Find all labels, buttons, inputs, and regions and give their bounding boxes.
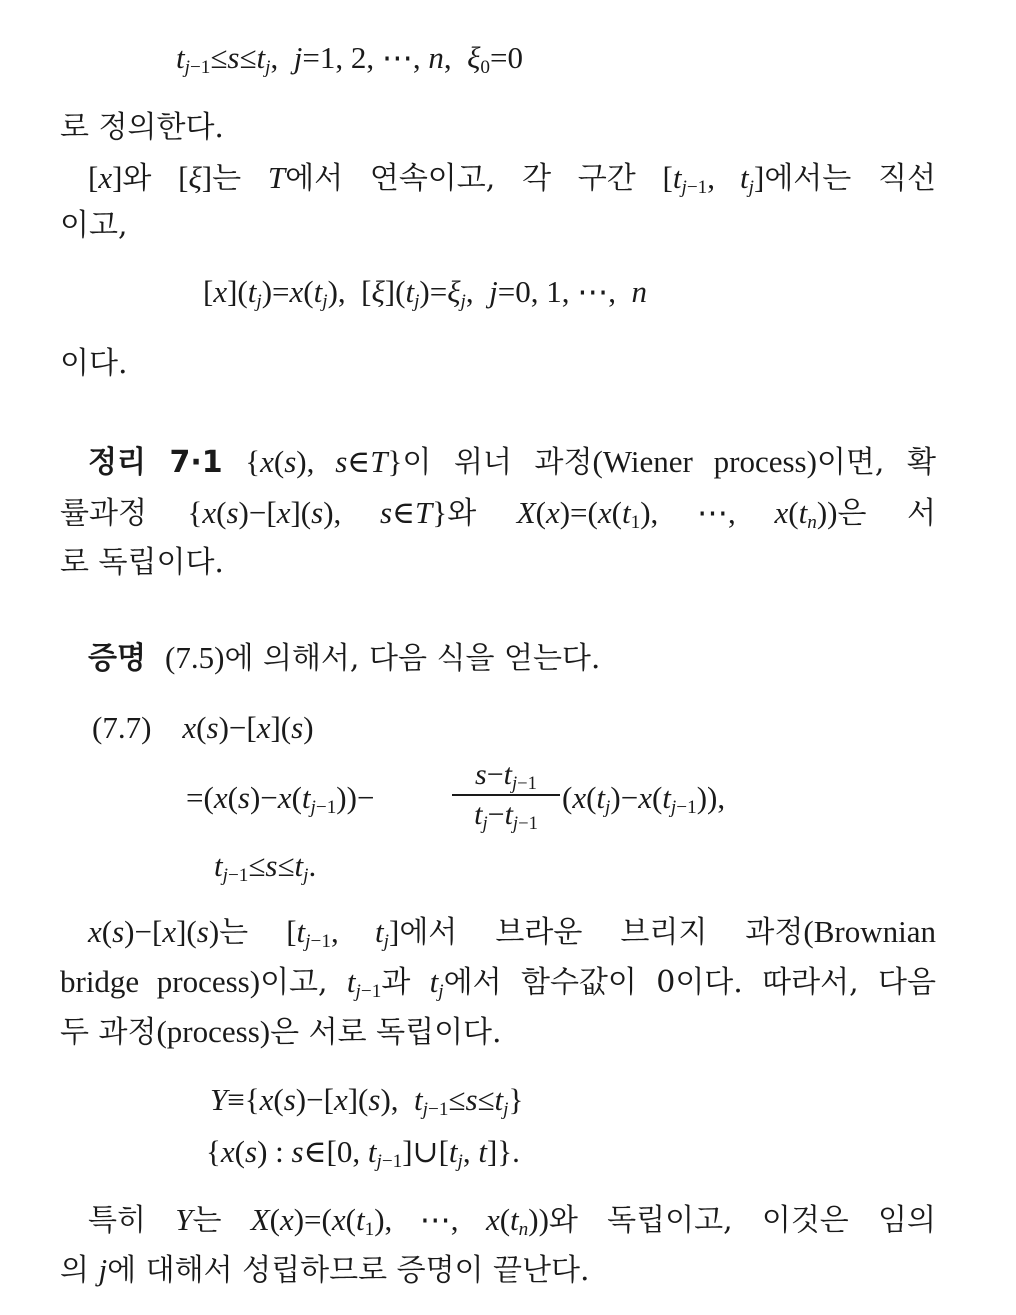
equation-brackets: $[x](t_j)=x(t_j)$, $[\xi](t_j)=\xi_j$, j=0, 1, ⋯, n — [203, 274, 647, 312]
process-complement: {x(s) : s∈[0, $t_{j-1}]\cup[t_j$, t]}. — [206, 1134, 520, 1172]
fraction — [452, 758, 560, 832]
equation-number: (7.7) — [92, 710, 152, 745]
process-y-definition: Y≡{x(s)−[x](s), $t_{j-1}\le s\le t_j$} — [210, 1082, 524, 1120]
equation-77-line-1: (7.7) x(s)−[x](s) — [92, 710, 314, 745]
text-brownian-bridge-2: bridge process)이고, $t_{j-1}$과 $t_j$에서 함수값이 0이다. 따라서, 다음 — [60, 964, 936, 1002]
text-igo: 이고, — [60, 208, 128, 243]
theorem-line-3: 로 독립이다. — [60, 545, 224, 580]
fraction-denominator: $t_j-t_{j-1}$ — [474, 798, 538, 834]
equation-77-line-2b: $(x(t_j)-x(t_{j-1}))$, — [562, 780, 726, 818]
equation-77-line-2a: $=(x(s)-x(t_{j-1}))-$ — [186, 780, 375, 818]
theorem-line-1: 정리 7·1 {x(s), s∈T}이 위너 과정(Wiener process)이면, 확 — [88, 444, 937, 480]
conclusion-line-2: 의 j에 대해서 성립하므로 증명이 끝난다. — [60, 1252, 590, 1288]
text-two-processes: 두 과정(process)은 서로 독립이다. — [60, 1014, 502, 1050]
theorem-label: 정리 7·1 — [88, 445, 223, 480]
condition-line: $t_{j-1}\le s\le t_j$, j=1, 2, ⋯, n, $\xi_0=0$ — [176, 40, 523, 78]
text-definition: 로 정의한다. — [60, 110, 224, 145]
text-continuity: [x]와 [ξ]는 T에서 연속이고, 각 구간 [$t_{j-1}$, $t_j$]에서는 직선 — [88, 160, 936, 198]
text-ida: 이다. — [60, 346, 128, 381]
fraction-numerator: $s-t_{j-1}$ — [475, 758, 537, 794]
proof-label: 증명 — [88, 641, 146, 676]
fraction-bar — [452, 794, 560, 796]
conclusion-line-1: 특히 Y는 $X(x)=(x(t_1)$, ⋯, $x(t_n)$)와 독립이고, 이것은 임의 — [88, 1202, 936, 1240]
theorem-line-2: 률과정 {x(s)−[x](s), s∈T}와 $X(x)=(x(t_1)$, ⋯, $x(t_n)$)은 서 — [60, 495, 936, 533]
equation-77-line-3: $t_{j-1}\le s\le t_j$. — [214, 848, 317, 886]
proof-start: 증명 (7.5)에 의해서, 다음 식을 얻는다. — [88, 640, 601, 676]
text-brownian-bridge-1: x(s)−[x](s)는 [$t_{j-1}$, $t_j$]에서 브라운 브리지 과정(Brownian — [88, 914, 936, 952]
